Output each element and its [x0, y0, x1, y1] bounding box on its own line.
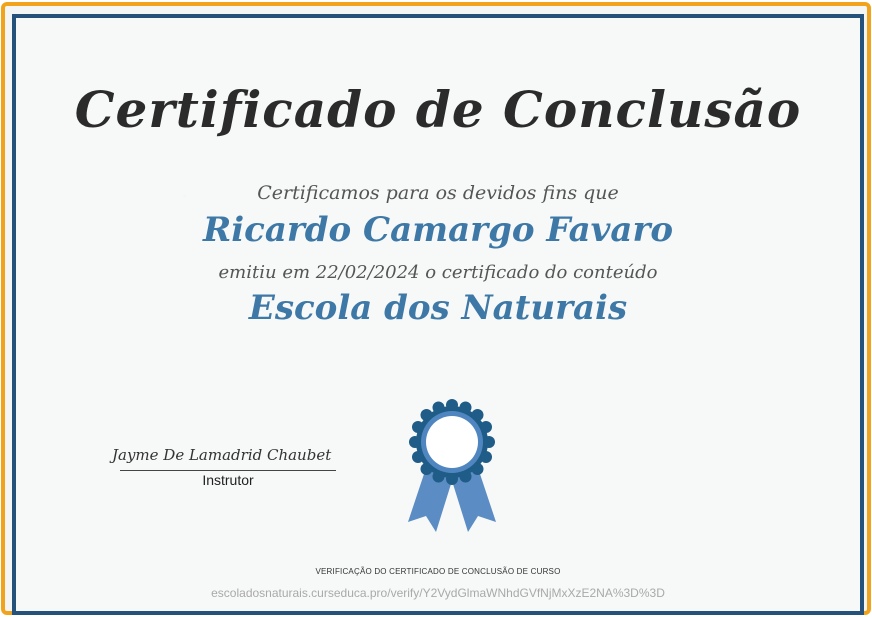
recipient-name: Ricardo Camargo Favaro — [202, 210, 674, 250]
verification-url[interactable]: escoladosnaturais.curseduca.pro/verify/Y2VydGlmaWNhdGVfNjMxXzE2NA%3D%3D — [211, 586, 665, 600]
seal-rosette — [409, 399, 495, 485]
signature-line — [120, 470, 336, 471]
certificate-inner-frame — [12, 14, 864, 615]
verification-label: VERIFICAÇÃO DO CERTIFICADO DE CONCLUSÃO DE CURSO — [315, 567, 561, 576]
course-name: Escola dos Naturais — [248, 288, 628, 328]
certificate-title: Certificado de Conclusão — [74, 80, 802, 139]
lead-text: Certificamos para os devidos fins que — [257, 182, 619, 204]
signature-role: Instrutor — [202, 472, 254, 488]
award-ribbon-icon — [400, 398, 504, 540]
certificate-outer-frame — [1, 2, 871, 615]
issued-text: emitiu em 22/02/2024 o certificado do conteúdo — [218, 262, 658, 283]
signature-name: Jayme De Lamadrid Chaubet — [112, 446, 332, 464]
